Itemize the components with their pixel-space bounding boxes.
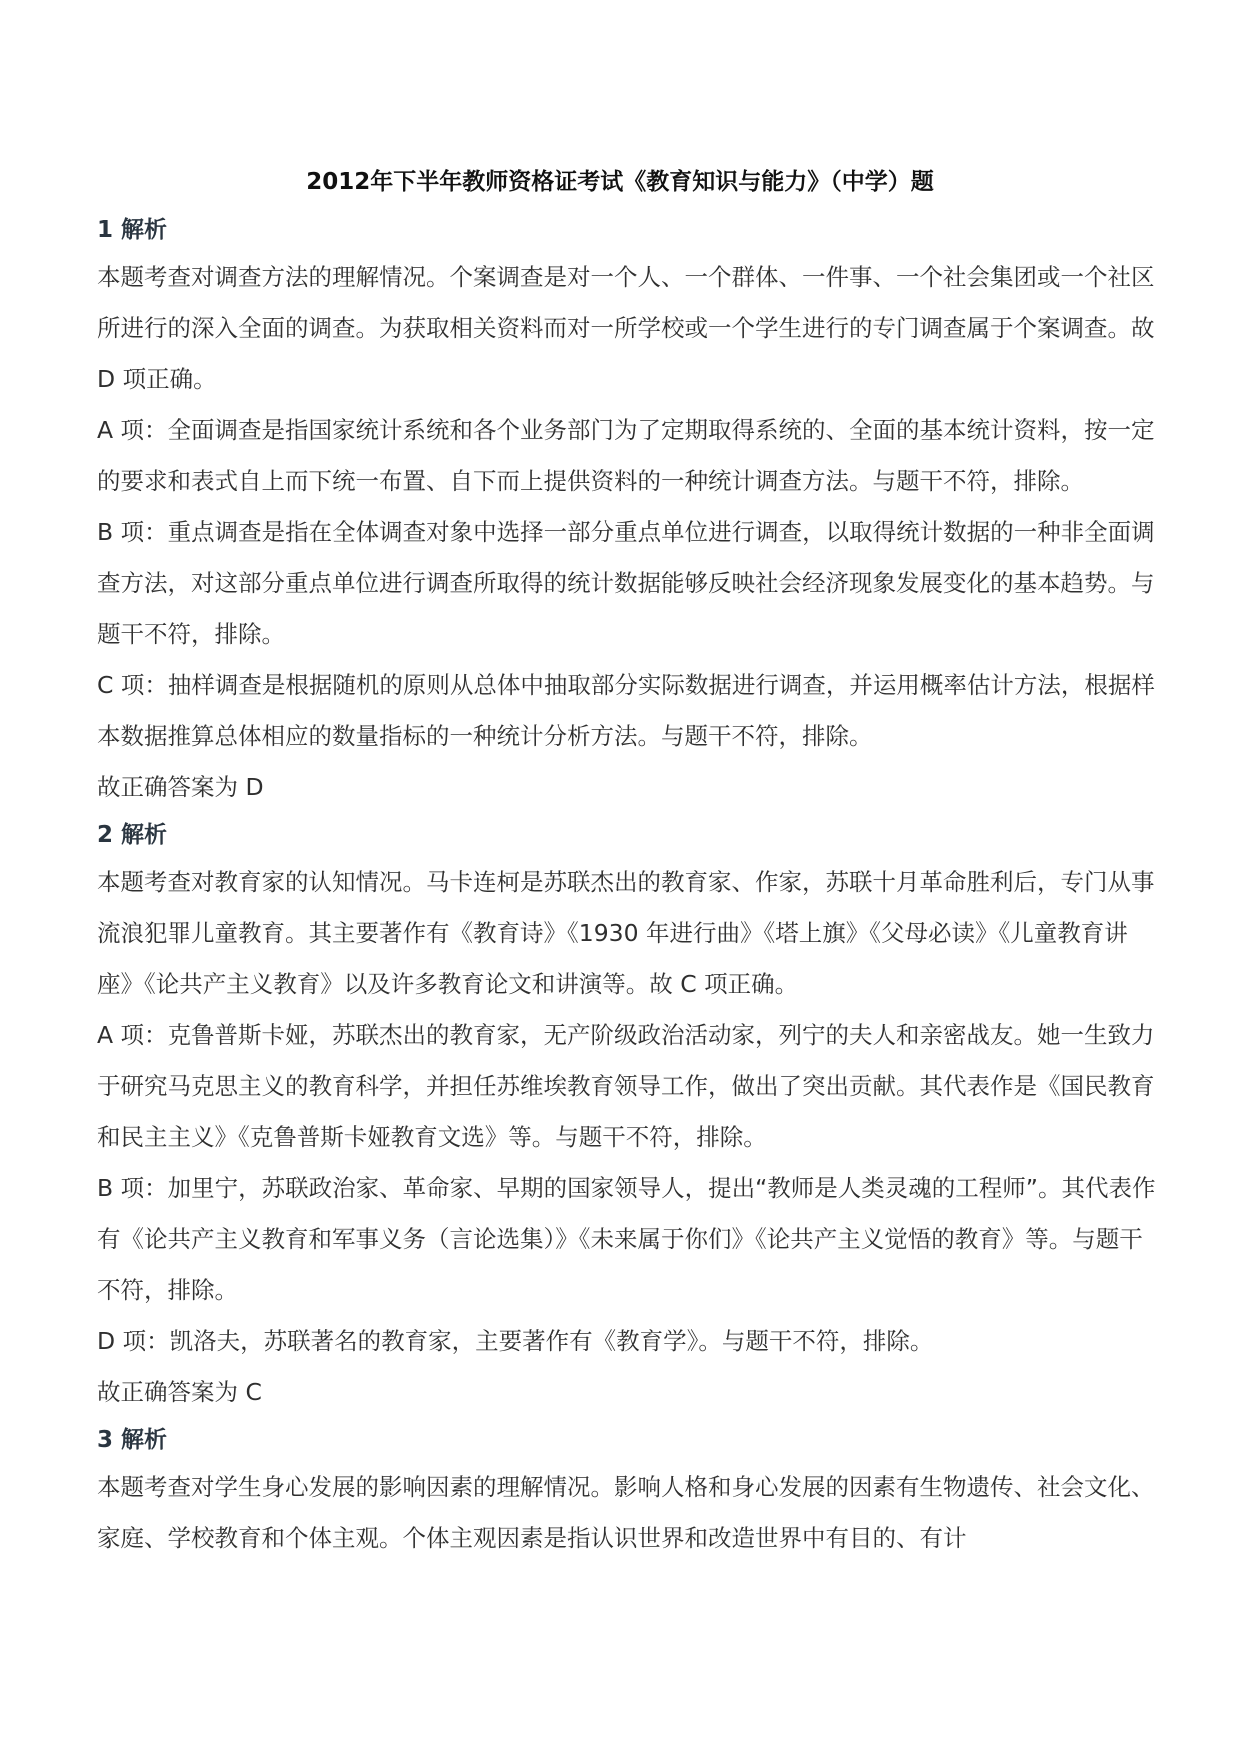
paragraph: 本题考查对学生身心发展的影响因素的理解情况。影响人格和身心发展的因素有生物遗传、社会文化、家庭、学校教育和个体主观。个体主观因素是指认识世界和改造世界中有目的、有计: [97, 1473, 1155, 1552]
answer-line: 故正确答案为 D: [97, 773, 264, 801]
section-2: [97, 813, 1157, 1418]
paragraph: C 项：抽样调查是根据随机的原则从总体中抽取部分实际数据进行调查，并运用概率估计方法，根据样本数据推算总体相应的数量指标的一种统计分析方法。与题干不符，排除。: [97, 671, 1155, 750]
paragraph: B 项：加里宁，苏联政治家、革命家、早期的国家领导人，提出“教师是人类灵魂的工程师”。其代表作有《论共产主义教育和军事义务（言论选集）》《未来属于你们》《论共产主义觉悟的教育》等。与题干不符，排除。: [97, 1174, 1156, 1304]
document-body: [97, 208, 1157, 1564]
section-heading: 3 解析: [97, 1427, 168, 1453]
paragraph: D 项：凯洛夫，苏联著名的教育家，主要著作有《教育学》。与题干不符，排除。: [97, 1327, 934, 1355]
section-1: [97, 208, 1157, 813]
answer-line: 故正确答案为 C: [97, 1378, 262, 1406]
paragraph: A 项：全面调查是指国家统计系统和各个业务部门为了定期取得系统的、全面的基本统计资料，按一定的要求和表式自上而下统一布置、自下而上提供资料的一种统计调查方法。与题干不符，排除。: [97, 416, 1155, 495]
document-title: 2012年下半年教师资格证考试《教育知识与能力》（中学）题: [306, 169, 934, 195]
section-heading: 2 解析: [97, 822, 168, 848]
section-3: [97, 1418, 1157, 1564]
paragraph: 本题考查对教育家的认知情况。马卡连柯是苏联杰出的教育家、作家，苏联十月革命胜利后，专门从事流浪犯罪儿童教育。其主要著作有《教育诗》《1930 年进行曲》《塔上旗》《父母必读》《儿童教育讲座》《论共产主义教育》以及许多教育论文和讲演等。故 C 项正确。: [97, 868, 1155, 998]
section-heading: 1 解析: [97, 217, 168, 243]
paragraph: B 项：重点调查是指在全体调查对象中选择一部分重点单位进行调查，以取得统计数据的一种非全面调查方法，对这部分重点单位进行调查所取得的统计数据能够反映社会经济现象发展变化的基本趋势。与题干不符，排除。: [97, 518, 1155, 648]
paragraph: 本题考查对调查方法的理解情况。个案调查是对一个人、一个群体、一件事、一个社会集团或一个社区所进行的深入全面的调查。为获取相关资料而对一所学校或一个学生进行的专门调查属于个案调查。故 D 项正确。: [97, 263, 1155, 393]
paragraph: A 项：克鲁普斯卡娅，苏联杰出的教育家，无产阶级政治活动家，列宁的夫人和亲密战友。她一生致力于研究马克思主义的教育科学，并担任苏维埃教育领导工作，做出了突出贡献。其代表作是《国民教育和民主主义》《克鲁普斯卡娅教育文选》等。与题干不符，排除。: [97, 1021, 1155, 1151]
